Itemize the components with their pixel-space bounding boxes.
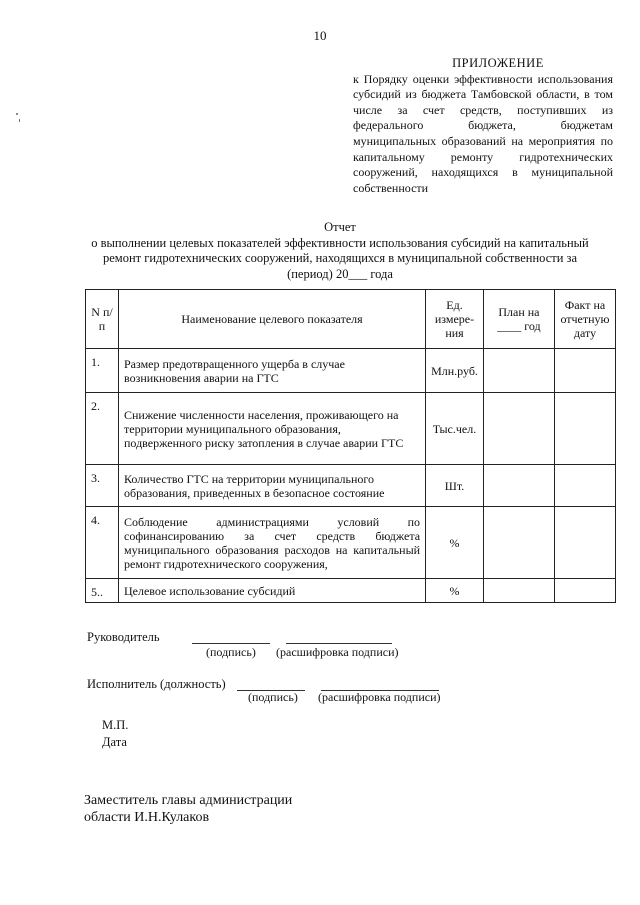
footer-signatory: [84, 792, 292, 826]
table-row: [86, 507, 616, 579]
row-unit: %: [426, 579, 484, 603]
head-decode-line: [286, 631, 392, 644]
indicators-table: [85, 289, 616, 603]
row-plan: [483, 393, 554, 465]
table-row: [86, 465, 616, 507]
row-unit: Тыс.чел.: [426, 393, 484, 465]
row-fact: [554, 393, 615, 465]
report-title-line-1: о выполнении целевых показателей эффективности использования субсидий на капитальный: [91, 235, 589, 250]
header-unit: Ед. измере-ния: [426, 290, 484, 349]
row-fact: [554, 579, 615, 603]
executor-label: Исполнитель (должность): [87, 677, 226, 691]
footer-line-2: области И.Н.Кулаков: [84, 810, 210, 825]
row-num: 4.: [86, 507, 119, 579]
row-name: Соблюдение администрациями условий по софинансированию за счет средств бюджета муниципального образования расходов на капитальный ремонт гидротехнического сооружения,: [119, 507, 426, 579]
row-num: 2.: [86, 393, 119, 465]
footer-line-1: Заместитель главы администрации: [84, 793, 293, 808]
head-signature: [87, 630, 160, 645]
header-plan: План на ____ год: [483, 290, 554, 349]
row-plan: [483, 579, 554, 603]
row-name: Размер предотвращенного ущерба в случае возникновения аварии на ГТС: [119, 349, 426, 393]
row-plan: [483, 507, 554, 579]
report-title-line-2: ремонт гидротехнических сооружений, находящихся в муниципальной собственности за: [102, 251, 578, 265]
appendix-title: ПРИЛОЖЕНИЕ: [452, 56, 544, 70]
row-num: 3.: [86, 465, 119, 507]
head-sign-line: [192, 631, 270, 644]
report-title-line-3: (период) 20___ года: [287, 266, 393, 281]
table-row: [86, 393, 616, 465]
scan-speck: [16, 113, 18, 115]
scan-speck: [19, 119, 20, 122]
appendix-text: к Порядку оценки эффективности использования субсидий из бюджета Тамбовской области, в том числе за счет средств, поступивших из федерального бюджета, бюджетам муниципальных образований на мероприятия по капитальному ремонту гидротехнических сооружений, находящихся в муниципальной собственности: [353, 71, 613, 195]
head-caption-sign: (подпись): [206, 645, 256, 659]
header-name: Наименование целевого показателя: [119, 290, 426, 349]
executor-caption-sign: (подпись): [248, 690, 298, 704]
executor-caption-decode: (расшифровка подписи): [318, 690, 441, 704]
row-num: 5..: [86, 579, 119, 603]
row-name: Снижение численности населения, проживающего на территории муниципального образования, подверженного риску затопления в случае аварии ГТС: [119, 393, 426, 465]
row-unit: %: [426, 507, 484, 579]
row-fact: [554, 507, 615, 579]
stamp-label: М.П.: [102, 718, 129, 732]
date-label: Дата: [102, 735, 127, 749]
row-unit: Шт.: [426, 465, 484, 507]
header-num: N п/п: [86, 290, 119, 349]
page-number: 10: [313, 28, 327, 43]
row-fact: [554, 349, 615, 393]
appendix-block: [353, 56, 613, 196]
row-name: Целевое использование субсидий: [119, 579, 426, 603]
table-row: [86, 349, 616, 393]
row-fact: [554, 465, 615, 507]
row-plan: [483, 465, 554, 507]
row-name: Количество ГТС на территории муниципального образования, приведенных в безопасное состояние: [119, 465, 426, 507]
executor-signature: [87, 677, 226, 692]
head-label: Руководитель: [87, 630, 160, 644]
table-row: [86, 579, 616, 603]
row-unit: Млн.руб.: [426, 349, 484, 393]
table-header-row: [86, 290, 616, 349]
row-plan: [483, 349, 554, 393]
header-fact: Факт на отчетную дату: [554, 290, 615, 349]
head-caption-decode: (расшифровка подписи): [276, 645, 399, 659]
report-title-block: [60, 220, 620, 282]
row-num: 1.: [86, 349, 119, 393]
report-title: Отчет: [324, 220, 356, 234]
